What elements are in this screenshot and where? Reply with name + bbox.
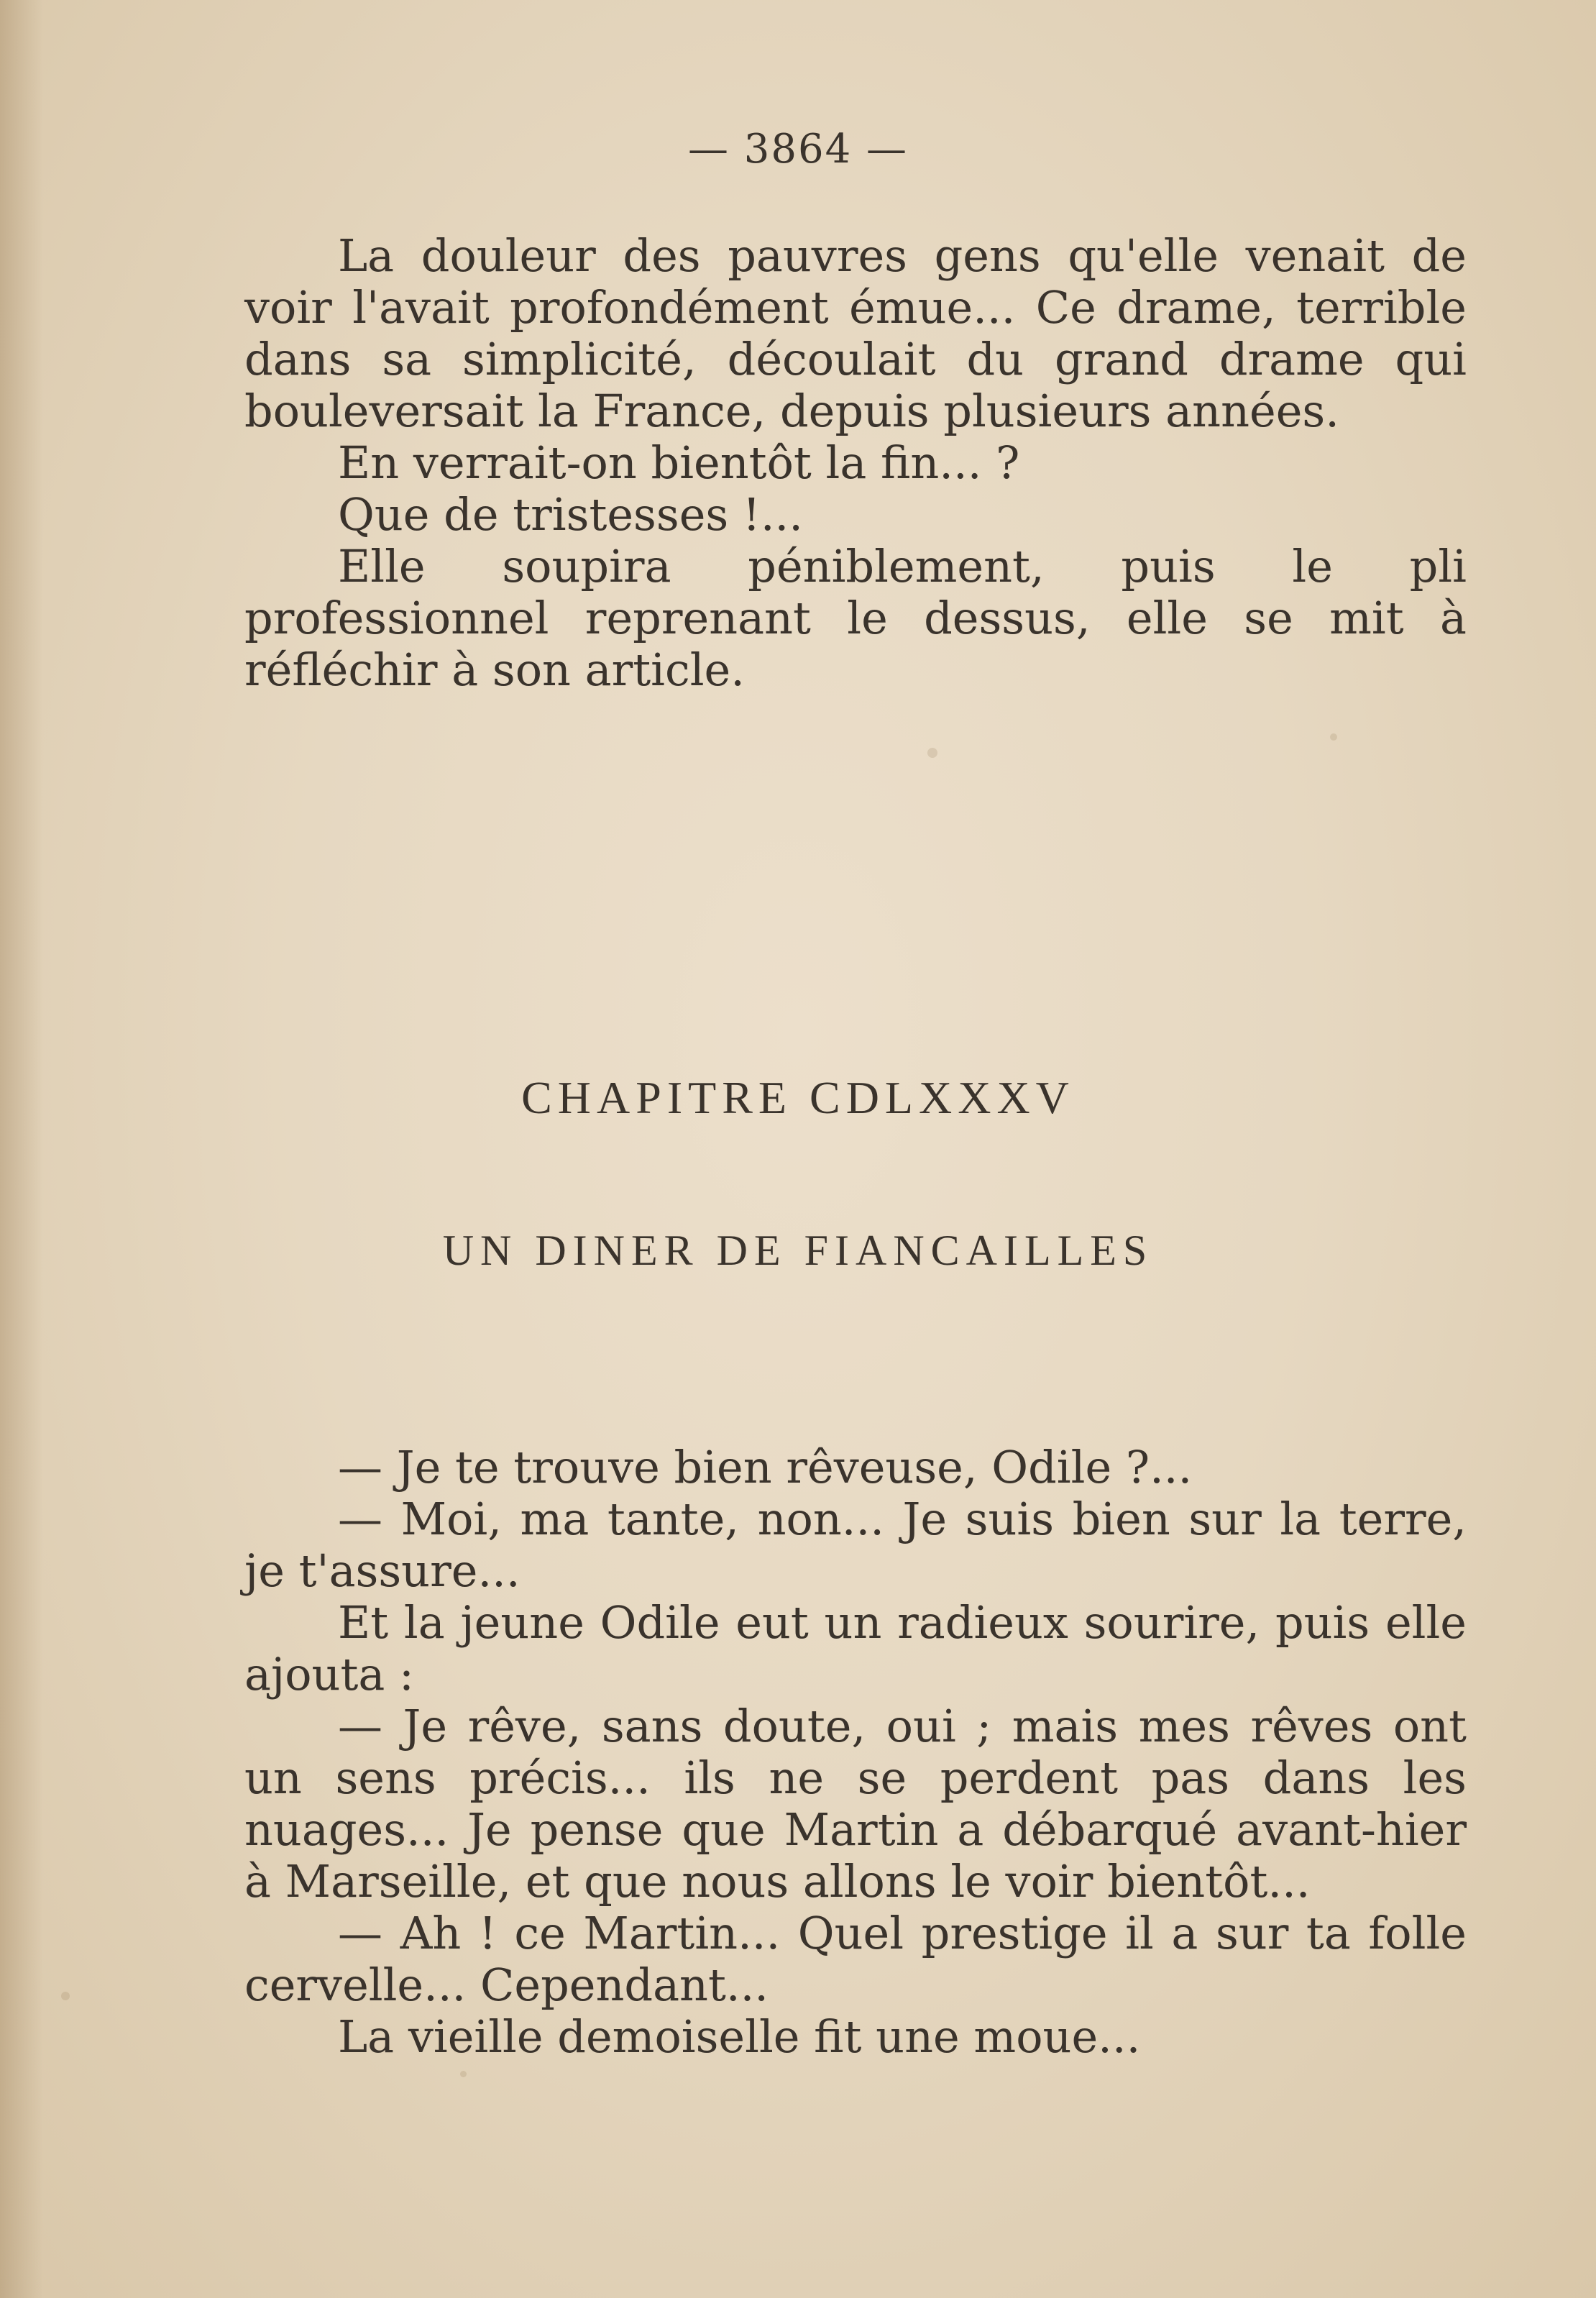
- paper-stain: [927, 748, 937, 758]
- paper-stain: [61, 1992, 70, 2000]
- text-block-before-chapter: [244, 230, 1467, 696]
- paragraph: Et la jeune Odile eut un radieux sourire, puis elle ajouta :: [244, 1596, 1467, 1700]
- paragraph: — Ah ! ce Martin... Quel prestige il a sur ta folle cervelle... Cependant...: [244, 1907, 1467, 2011]
- paper-stain: [1330, 733, 1337, 741]
- paragraph: La vieille demoiselle fit une moue...: [338, 2010, 1141, 2063]
- paragraph: Elle soupira péniblement, puis le pli professionnel reprenant le dessus, elle se mit à réfléchir à son article.: [244, 540, 1467, 696]
- chapter-title: UN DINER DE FIANCAILLES: [442, 1227, 1154, 1274]
- page-edge-shadow: [0, 0, 43, 2298]
- paragraph: — Je te trouve bien rêveuse, Odile ?...: [338, 1441, 1193, 1493]
- paragraph: La douleur des pauvres gens qu'elle venait de voir l'avait profondément émue... Ce drame, terrible dans sa simplicité, découlait du grand drame qui bouleversait la France, depuis plusieurs années.: [244, 229, 1467, 437]
- paragraph: — Je rêve, sans doute, oui ; mais mes rêves ont un sens précis... ils ne se perdent pas dans les nuages... Je pense que Martin a débarqué avant-hier à Marseille, et que nous allons le voir bientôt...: [244, 1700, 1467, 1908]
- page-number: — 3864 —: [687, 126, 909, 173]
- paragraph: — Moi, ma tante, non... Je suis bien sur la terre, je t'assure...: [244, 1493, 1467, 1597]
- paragraph: En verrait-on bientôt la fin... ?: [338, 436, 1020, 489]
- chapter-number: CHAPITRE CDLXXXV: [521, 1072, 1075, 1123]
- paragraph: Que de tristesses !...: [338, 488, 803, 541]
- text-block-chapter-body: [244, 1442, 1467, 2063]
- paper-stain: [460, 2071, 467, 2077]
